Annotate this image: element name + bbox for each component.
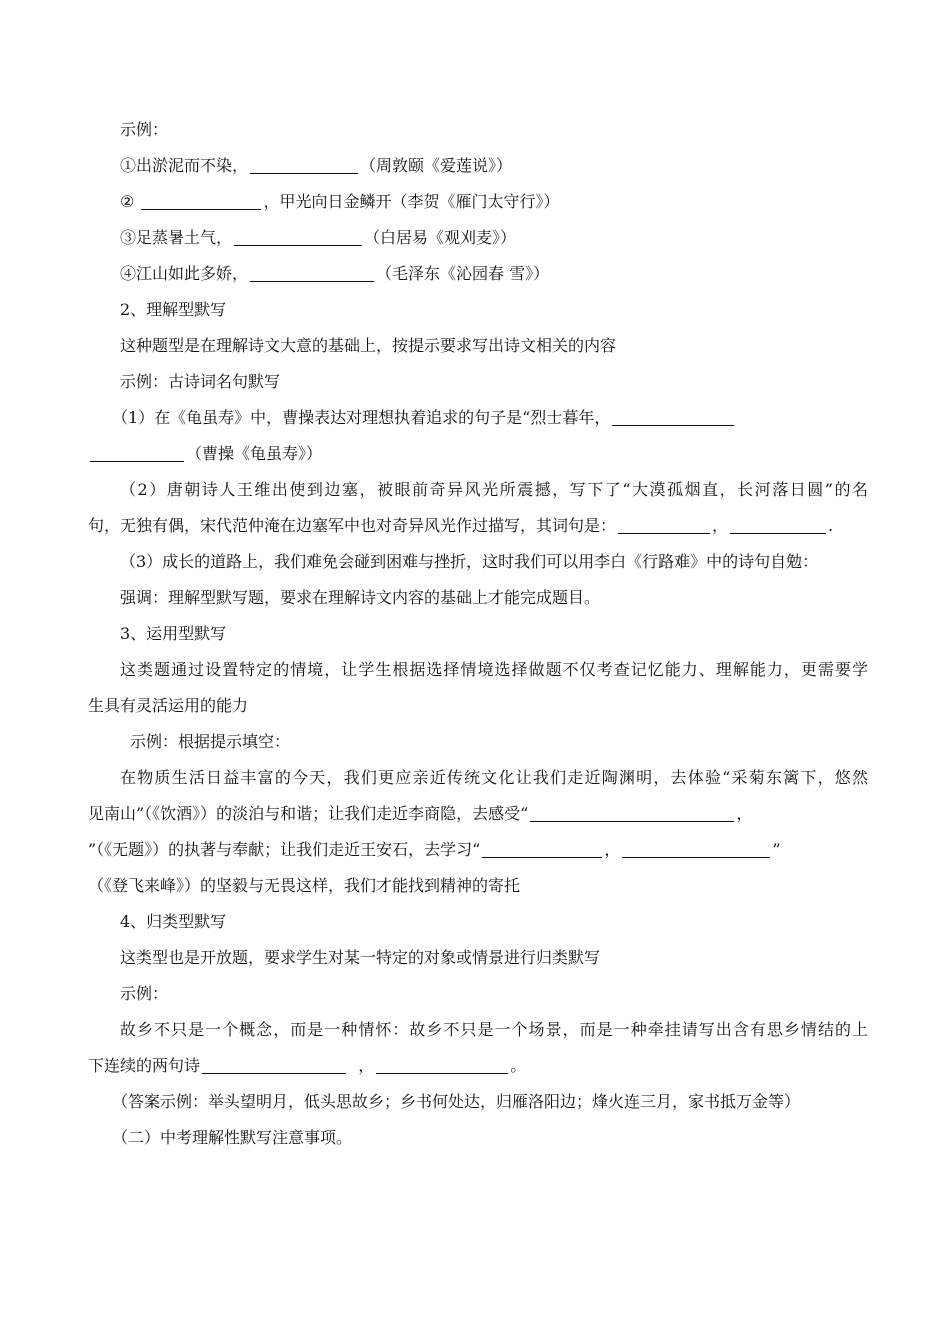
text: 下连续的两句诗 bbox=[88, 1056, 201, 1075]
text: ”（《无题》）的执著与奉献；让我们走近王安石，去学习“ bbox=[88, 840, 481, 859]
answer-blank[interactable] bbox=[250, 172, 358, 174]
example-label-2: 示例：古诗词名句默写 bbox=[120, 372, 281, 391]
answer-blank[interactable] bbox=[90, 460, 184, 462]
answer-blank[interactable] bbox=[612, 424, 734, 426]
example-label-4: 示例： bbox=[120, 984, 169, 1003]
text: ， bbox=[358, 1056, 375, 1075]
question-2-cont bbox=[88, 508, 868, 544]
text: ” bbox=[772, 840, 781, 859]
example-label-3: 示例：根据提示填空： bbox=[130, 732, 291, 751]
text: ①出淤泥而不染， bbox=[120, 156, 249, 175]
answer-blank[interactable] bbox=[141, 208, 261, 210]
fill-text-3 bbox=[88, 832, 868, 868]
answer-blank[interactable] bbox=[250, 280, 374, 282]
answer-blank[interactable] bbox=[530, 820, 734, 822]
fill-text-2 bbox=[88, 796, 868, 832]
example-item-4 bbox=[88, 256, 868, 292]
text: （曹操《龟虽寿》） bbox=[186, 444, 323, 463]
section-heading-5: （二）中考理解性默写注意事项。 bbox=[112, 1128, 353, 1147]
text: 见南山”（《饮酒》）的淡泊与和谐；让我们走近李商隐，去感受“ bbox=[88, 804, 529, 823]
fill-text-5: 故乡不只是一个概念，而是一种情怀：故乡不只是一个场景，而是一种牵挂请写出含有思乡情结的上 bbox=[120, 1020, 868, 1039]
text: ④江山如此多娇， bbox=[120, 264, 249, 283]
fill-text-6 bbox=[88, 1048, 868, 1084]
text: ， bbox=[736, 804, 753, 823]
answer-blank[interactable] bbox=[234, 244, 362, 246]
answer-blank[interactable] bbox=[376, 1072, 508, 1074]
example-label bbox=[88, 112, 868, 148]
question-2: （2）唐朝诗人王维出使到边塞，被眼前奇异风光所震撼，写下了“大漠孤烟直，长河落日圆”的名 bbox=[120, 480, 868, 499]
text: （周敦颐《爱莲说》） bbox=[360, 156, 513, 175]
question-3: （3）成长的道路上，我们难免会碰到困难与挫折，这时我们可以用李白《行路难》中的诗句自勉： bbox=[120, 552, 819, 571]
question-1 bbox=[88, 400, 868, 436]
text: ， bbox=[712, 516, 729, 535]
answer-blank[interactable] bbox=[622, 856, 770, 858]
answer-blank[interactable] bbox=[618, 532, 710, 534]
example-item-3 bbox=[88, 220, 868, 256]
section-desc-3-cont: 生具有灵活运用的能力 bbox=[88, 696, 249, 715]
text: （白居易《观刈麦》） bbox=[364, 228, 517, 247]
text: . bbox=[828, 516, 834, 535]
section-desc-3: 这类题通过设置特定的情境，让学生根据选择情境选择做题不仅考查记忆能力、理解能力，更需要学 bbox=[120, 660, 868, 679]
text: 示例： bbox=[120, 120, 169, 139]
text: （毛泽东《沁园春 雪》） bbox=[376, 264, 550, 283]
text: （1）在《龟虽寿》中，曹操表达对理想执着追求的句子是“烈士暮年， bbox=[112, 408, 611, 427]
fill-text-1: 在物质生活日益丰富的今天，我们更应亲近传统文化让我们走近陶渊明，去体验“采菊东篱下，悠然 bbox=[120, 768, 868, 787]
example-item-2 bbox=[88, 184, 868, 220]
text: 句，无独有偶，宋代范仲淹在边塞军中也对奇异风光作过描写，其词句是： bbox=[88, 516, 617, 535]
section-desc-4: 这类型也是开放题，要求学生对某一特定的对象或情景进行归类默写 bbox=[120, 948, 601, 967]
answer-blank[interactable] bbox=[202, 1072, 346, 1074]
section-heading-4: 4、归类型默写 bbox=[120, 912, 227, 931]
text: 。 bbox=[510, 1056, 527, 1075]
text: ，甲光向日金鳞开（李贺《雁门太守行》） bbox=[263, 192, 560, 211]
answer-example: （答案示例：举头望明月，低头思故乡；乡书何处达，归雁洛阳边；烽火连三月，家书抵万金等） bbox=[112, 1092, 801, 1111]
text: ， bbox=[604, 840, 621, 859]
section-desc-2: 这种题型是在理解诗文大意的基础上，按提示要求写出诗文相关的内容 bbox=[120, 336, 617, 355]
answer-blank[interactable] bbox=[730, 532, 826, 534]
section-heading-3: 3、运用型默写 bbox=[120, 624, 227, 643]
text: ② bbox=[120, 192, 135, 211]
fill-text-4: （《登飞来峰》）的坚毅与无畏这样，我们才能找到精神的寄托 bbox=[88, 876, 521, 895]
answer-blank[interactable] bbox=[482, 856, 602, 858]
section-heading-2: 2、理解型默写 bbox=[120, 300, 227, 319]
document-page bbox=[88, 112, 868, 1156]
text: ③足蒸暑土气， bbox=[120, 228, 233, 247]
stress-note: 强调：理解型默写题，要求在理解诗文内容的基础上才能完成题目。 bbox=[120, 588, 601, 607]
question-1-cont bbox=[88, 436, 868, 472]
example-item-1 bbox=[88, 148, 868, 184]
